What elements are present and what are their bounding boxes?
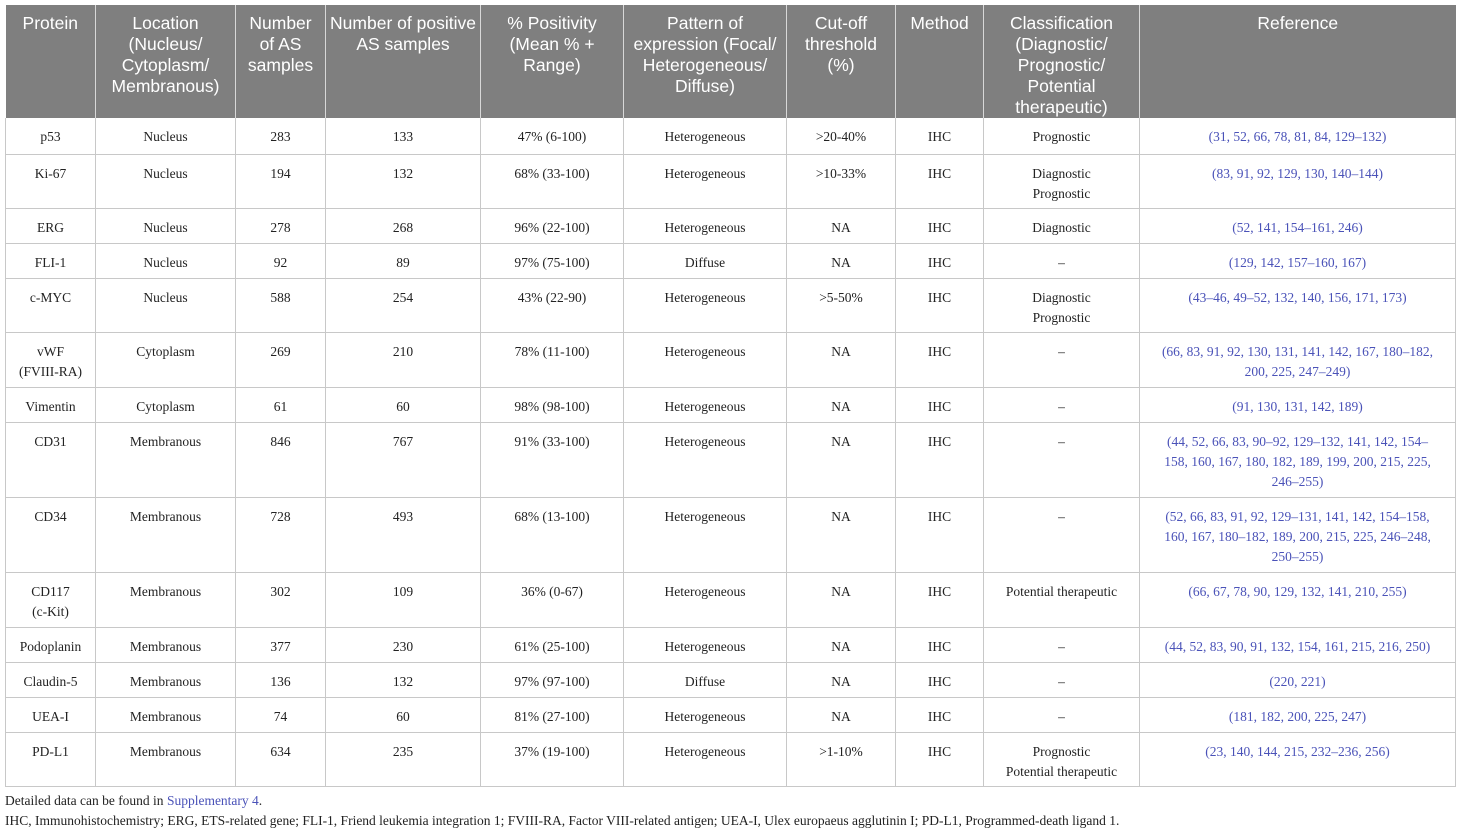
cell-protein: Ki-67 xyxy=(6,154,96,208)
footnote-abbreviations: IHC, Immunohistochemistry; ERG, ETS-related gene; FLI-1, Friend leukemia integration 1; FVIII-RA, Factor VIII-related antigen; UEA-I, Ulex europaeus agglutinin I; PD-L1, Programmed-death ligand 1. xyxy=(5,812,1120,828)
cell-pct: 68% (33-100) xyxy=(481,154,624,208)
table-body xyxy=(6,118,1456,786)
cell-pattern: Heterogeneous xyxy=(624,697,787,732)
cell-reference xyxy=(1140,332,1456,387)
table-row xyxy=(6,243,1456,278)
cell-pct: 97% (75-100) xyxy=(481,243,624,278)
reference-line[interactable]: (44, 52, 83, 90, 91, 132, 154, 161, 215, 216, 250) xyxy=(1164,638,1431,654)
cell-location: Membranous xyxy=(96,497,236,572)
cell-protein: Podoplanin xyxy=(6,627,96,662)
cell-pct: 43% (22-90) xyxy=(481,278,624,332)
cell-pct: 97% (97-100) xyxy=(481,662,624,697)
cell-pattern: Heterogeneous xyxy=(624,732,787,786)
table-header-row xyxy=(6,5,1456,118)
cell-method: IHC xyxy=(896,332,984,387)
table-row xyxy=(6,332,1456,387)
cell-n: 92 xyxy=(236,243,326,278)
cell-pos: 89 xyxy=(326,243,481,278)
cell-pct: 98% (98-100) xyxy=(481,387,624,422)
cell-protein: CD117 (c-Kit) xyxy=(6,572,96,627)
cell-location: Cytoplasm xyxy=(96,332,236,387)
cell-method: IHC xyxy=(896,697,984,732)
cell-pattern: Diffuse xyxy=(624,662,787,697)
cell-cls: – xyxy=(984,243,1140,278)
cell-n: 302 xyxy=(236,572,326,627)
cell-method: IHC xyxy=(896,497,984,572)
table-container xyxy=(5,5,1455,831)
column-header: Location (Nucleus/ Cytoplasm/ Membranous) xyxy=(96,5,236,118)
reference-line[interactable]: (220, 221) xyxy=(1269,673,1326,689)
table-row xyxy=(6,422,1456,497)
cell-cutoff: NA xyxy=(787,332,896,387)
cell-cls: – xyxy=(984,627,1140,662)
cell-n: 278 xyxy=(236,208,326,243)
cell-n: 74 xyxy=(236,697,326,732)
reference-line[interactable]: (52, 66, 83, 91, 92, 129–131, 141, 142, 154–158, xyxy=(1165,508,1430,524)
reference-line[interactable]: (66, 83, 91, 92, 130, 131, 141, 142, 167, 180–182, xyxy=(1161,343,1434,359)
cell-cutoff: NA xyxy=(787,497,896,572)
cell-reference xyxy=(1140,627,1456,662)
cell-cls: – xyxy=(984,662,1140,697)
cell-cutoff: NA xyxy=(787,572,896,627)
reference-line[interactable]: (66, 67, 78, 90, 129, 132, 141, 210, 255) xyxy=(1188,583,1407,599)
cell-pos: 109 xyxy=(326,572,481,627)
cell-n: 377 xyxy=(236,627,326,662)
cell-method: IHC xyxy=(896,243,984,278)
table-row xyxy=(6,387,1456,422)
cell-location: Membranous xyxy=(96,662,236,697)
cell-protein: ERG xyxy=(6,208,96,243)
cell-n: 136 xyxy=(236,662,326,697)
cell-pos: 767 xyxy=(326,422,481,497)
cell-cls: Diagnostic xyxy=(984,208,1140,243)
column-header: % Positivity (Mean % + Range) xyxy=(481,5,624,118)
reference-line[interactable]: (181, 182, 200, 225, 247) xyxy=(1228,708,1367,724)
cell-pct: 78% (11-100) xyxy=(481,332,624,387)
cell-cutoff: NA xyxy=(787,387,896,422)
cell-location: Membranous xyxy=(96,732,236,786)
cell-reference xyxy=(1140,422,1456,497)
cell-cutoff: >20-40% xyxy=(787,118,896,154)
column-header: Number of AS samples xyxy=(236,5,326,118)
cell-protein: FLI-1 xyxy=(6,243,96,278)
table-row xyxy=(6,208,1456,243)
cell-cls: – xyxy=(984,332,1140,387)
cell-cutoff: NA xyxy=(787,662,896,697)
cell-method: IHC xyxy=(896,387,984,422)
cell-protein: CD34 xyxy=(6,497,96,572)
cell-n: 283 xyxy=(236,118,326,154)
cell-reference xyxy=(1140,243,1456,278)
column-header: Number of positive AS samples xyxy=(326,5,481,118)
cell-reference xyxy=(1140,154,1456,208)
cell-method: IHC xyxy=(896,278,984,332)
reference-line[interactable]: 200, 225, 247–249) xyxy=(1244,363,1351,379)
footnote-supplementary xyxy=(5,791,1455,811)
cell-pct: 37% (19-100) xyxy=(481,732,624,786)
column-header: Protein xyxy=(6,5,96,118)
cell-n: 846 xyxy=(236,422,326,497)
cell-reference xyxy=(1140,278,1456,332)
table-row xyxy=(6,732,1456,786)
cell-n: 269 xyxy=(236,332,326,387)
cell-protein: CD31 xyxy=(6,422,96,497)
cell-pattern: Diffuse xyxy=(624,243,787,278)
table-row xyxy=(6,154,1456,208)
cell-pct: 91% (33-100) xyxy=(481,422,624,497)
cell-location: Nucleus xyxy=(96,278,236,332)
reference-line[interactable]: (23, 140, 144, 215, 232–236, 256) xyxy=(1205,743,1390,759)
cell-cutoff: NA xyxy=(787,208,896,243)
table-row xyxy=(6,278,1456,332)
cell-pattern: Heterogeneous xyxy=(624,497,787,572)
cell-pos: 132 xyxy=(326,662,481,697)
cell-pos: 230 xyxy=(326,627,481,662)
cell-pattern: Heterogeneous xyxy=(624,572,787,627)
column-header: Classification (Diagnostic/ Prognostic/ Potential therapeutic) xyxy=(984,5,1140,118)
cell-reference xyxy=(1140,387,1456,422)
column-header: Pattern of expression (Focal/ Heterogeneous/ Diffuse) xyxy=(624,5,787,118)
reference-line[interactable]: 160, 167, 180–182, 189, 200, 215, 225, 246–248, xyxy=(1164,528,1431,544)
table-row xyxy=(6,662,1456,697)
cell-reference xyxy=(1140,662,1456,697)
cell-pct: 47% (6-100) xyxy=(481,118,624,154)
cell-n: 61 xyxy=(236,387,326,422)
reference-line[interactable]: 246–255) xyxy=(1271,473,1324,489)
cell-pos: 235 xyxy=(326,732,481,786)
cell-method: IHC xyxy=(896,662,984,697)
reference-line[interactable]: 158, 160, 167, 180, 182, 189, 199, 200, 215, 225, xyxy=(1164,453,1431,469)
cell-pct: 36% (0-67) xyxy=(481,572,624,627)
cell-pos: 493 xyxy=(326,497,481,572)
reference-line[interactable]: (83, 91, 92, 129, 130, 140–144) xyxy=(1212,165,1383,181)
cell-location: Membranous xyxy=(96,697,236,732)
cell-reference xyxy=(1140,208,1456,243)
cell-pattern: Heterogeneous xyxy=(624,118,787,154)
cell-pattern: Heterogeneous xyxy=(624,387,787,422)
cell-n: 194 xyxy=(236,154,326,208)
cell-method: IHC xyxy=(896,118,984,154)
cell-location: Nucleus xyxy=(96,243,236,278)
cell-pattern: Heterogeneous xyxy=(624,208,787,243)
protein-table xyxy=(5,5,1456,787)
cell-cls: – xyxy=(984,497,1140,572)
cell-pos: 60 xyxy=(326,697,481,732)
cell-location: Nucleus xyxy=(96,154,236,208)
cell-cls: Prognostic xyxy=(984,118,1140,154)
cell-method: IHC xyxy=(896,627,984,662)
table-row xyxy=(6,118,1456,154)
table-row xyxy=(6,697,1456,732)
cell-cls: Diagnostic Prognostic xyxy=(984,154,1140,208)
cell-protein: p53 xyxy=(6,118,96,154)
cell-reference xyxy=(1140,697,1456,732)
column-header: Method xyxy=(896,5,984,118)
cell-location: Membranous xyxy=(96,572,236,627)
cell-method: IHC xyxy=(896,154,984,208)
cell-cutoff: NA xyxy=(787,243,896,278)
cell-method: IHC xyxy=(896,732,984,786)
cell-pos: 210 xyxy=(326,332,481,387)
cell-pos: 133 xyxy=(326,118,481,154)
reference-line[interactable]: (52, 141, 154–161, 246) xyxy=(1232,219,1363,235)
reference-line[interactable]: (129, 142, 157–160, 167) xyxy=(1228,254,1367,270)
cell-protein: Claudin-5 xyxy=(6,662,96,697)
cell-cls: Diagnostic Prognostic xyxy=(984,278,1140,332)
cell-protein: UEA-I xyxy=(6,697,96,732)
cell-pct: 81% (27-100) xyxy=(481,697,624,732)
cell-location: Nucleus xyxy=(96,208,236,243)
cell-location: Nucleus xyxy=(96,118,236,154)
table-row xyxy=(6,572,1456,627)
reference-line[interactable]: (31, 52, 66, 78, 81, 84, 129–132) xyxy=(1208,129,1387,144)
cell-cls: – xyxy=(984,387,1140,422)
cell-cls: – xyxy=(984,697,1140,732)
cell-location: Membranous xyxy=(96,627,236,662)
cell-protein: Vimentin xyxy=(6,387,96,422)
cell-cutoff: >10-33% xyxy=(787,154,896,208)
cell-pct: 61% (25-100) xyxy=(481,627,624,662)
cell-cutoff: >5-50% xyxy=(787,278,896,332)
column-header: Reference xyxy=(1140,5,1456,118)
cell-cutoff: >1-10% xyxy=(787,732,896,786)
cell-cls: – xyxy=(984,422,1140,497)
cell-pattern: Heterogeneous xyxy=(624,154,787,208)
reference-line[interactable]: (43–46, 49–52, 132, 140, 156, 171, 173) xyxy=(1188,289,1407,305)
cell-reference xyxy=(1140,497,1456,572)
cell-protein: vWF (FVIII-RA) xyxy=(6,332,96,387)
cell-pos: 268 xyxy=(326,208,481,243)
cell-pattern: Heterogeneous xyxy=(624,278,787,332)
reference-line[interactable]: (44, 52, 66, 83, 90–92, 129–132, 141, 142, 154– xyxy=(1167,433,1428,449)
column-header: Cut-off threshold (%) xyxy=(787,5,896,118)
cell-pos: 132 xyxy=(326,154,481,208)
footnote-period: . xyxy=(258,792,263,808)
table-row xyxy=(6,627,1456,662)
cell-protein: PD-L1 xyxy=(6,732,96,786)
table-row xyxy=(6,497,1456,572)
cell-cls: Prognostic Potential therapeutic xyxy=(984,732,1140,786)
cell-cutoff: NA xyxy=(787,627,896,662)
cell-location: Cytoplasm xyxy=(96,387,236,422)
cell-protein: c-MYC xyxy=(6,278,96,332)
cell-method: IHC xyxy=(896,422,984,497)
cell-pos: 60 xyxy=(326,387,481,422)
cell-pct: 68% (13-100) xyxy=(481,497,624,572)
cell-pattern: Heterogeneous xyxy=(624,627,787,662)
cell-n: 728 xyxy=(236,497,326,572)
cell-pattern: Heterogeneous xyxy=(624,332,787,387)
reference-line[interactable]: 250–255) xyxy=(1271,548,1324,564)
footnote-text: Detailed data can be found in xyxy=(5,792,167,808)
reference-line[interactable]: (91, 130, 131, 142, 189) xyxy=(1232,398,1363,414)
cell-cutoff: NA xyxy=(787,697,896,732)
cell-n: 588 xyxy=(236,278,326,332)
supplementary-link[interactable]: Supplementary 4 xyxy=(166,792,259,808)
cell-reference xyxy=(1140,118,1456,154)
cell-reference xyxy=(1140,572,1456,627)
cell-pattern: Heterogeneous xyxy=(624,422,787,497)
cell-method: IHC xyxy=(896,572,984,627)
cell-cls: Potential therapeutic xyxy=(984,572,1140,627)
cell-reference xyxy=(1140,732,1456,786)
cell-location: Membranous xyxy=(96,422,236,497)
cell-cutoff: NA xyxy=(787,422,896,497)
cell-n: 634 xyxy=(236,732,326,786)
cell-pos: 254 xyxy=(326,278,481,332)
cell-pct: 96% (22-100) xyxy=(481,208,624,243)
cell-method: IHC xyxy=(896,208,984,243)
